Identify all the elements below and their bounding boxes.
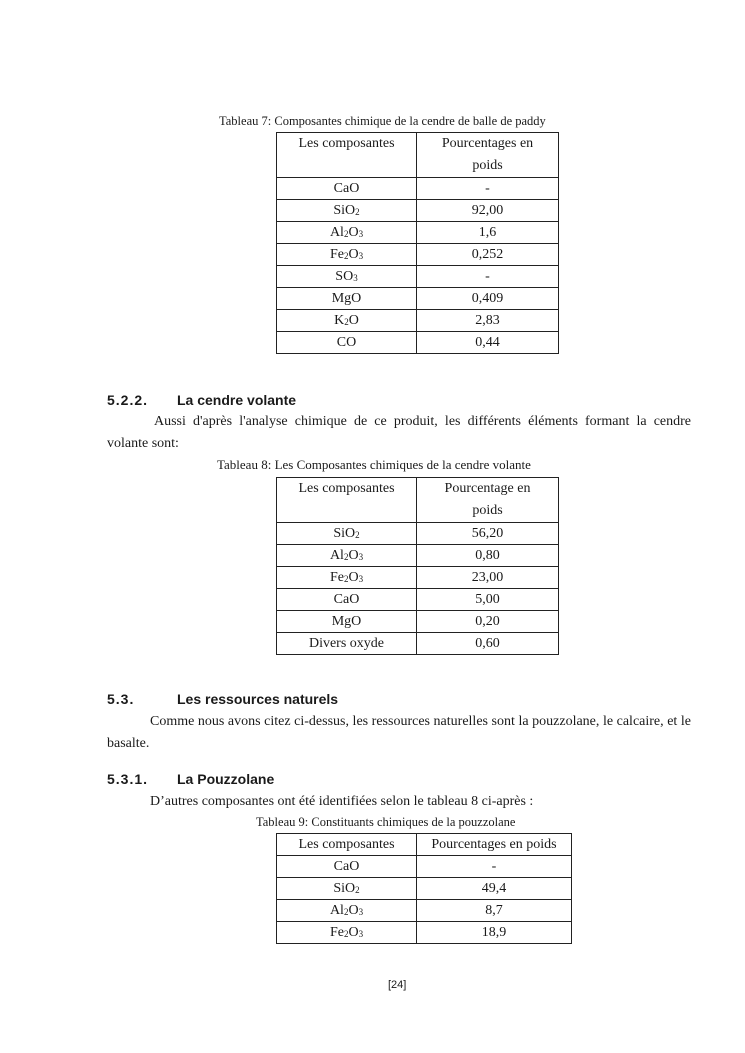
component-cell — [277, 633, 417, 655]
formula-part: Divers oxyde — [308, 636, 385, 651]
component-cell — [277, 332, 417, 354]
formula-part: Al — [329, 225, 344, 240]
formula-part: CaO — [333, 859, 360, 874]
header-percentage: Pourcentages en poids — [417, 834, 572, 856]
formula-part: K — [334, 313, 345, 328]
formula-part: Fe — [329, 247, 344, 262]
page-number: [24] — [388, 979, 407, 991]
value-cell: 23,00 — [417, 567, 559, 589]
formula-subscript: 2 — [343, 552, 349, 562]
table-header-row — [277, 133, 559, 178]
table8 — [276, 477, 559, 655]
formula-subscript: 2 — [343, 229, 349, 239]
section-number: 5.3.1. — [107, 771, 149, 787]
table9 — [276, 833, 572, 944]
formula-subscript: 3 — [358, 552, 364, 562]
section-title: La Pouzzolane — [177, 771, 275, 787]
table-row — [277, 310, 559, 332]
formula-part: MgO — [331, 614, 362, 629]
table-header-row — [277, 478, 559, 523]
formula-subscript: 3 — [358, 574, 364, 584]
component-cell — [277, 200, 417, 222]
value-cell: 18,9 — [417, 922, 572, 944]
component-cell — [277, 900, 417, 922]
formula-part: CO — [336, 335, 357, 350]
section-paragraph: D’autres composantes ont été identifiées selon le tableau 8 ci-après : — [150, 794, 534, 809]
table-row — [277, 178, 559, 200]
value-cell: 0,252 — [417, 244, 559, 266]
header-components: Les composantes — [277, 834, 417, 856]
formula-part: O — [348, 225, 359, 240]
formula-part: Fe — [329, 925, 344, 940]
value-cell: 1,6 — [417, 222, 559, 244]
formula-part: MgO — [331, 291, 362, 306]
header-components: Les composantes — [277, 133, 417, 178]
table-row — [277, 922, 572, 944]
formula-part: O — [348, 570, 359, 585]
section-paragraph: Aussi d'après l'analyse chimique de ce produit, les différents éléments formant la cendre volante sont: — [107, 414, 691, 451]
section-number: 5.2.2. — [107, 392, 149, 408]
table8-caption: Tableau 8: Les Composantes chimiques de la cendre volante — [217, 457, 531, 472]
value-cell: 2,83 — [417, 310, 559, 332]
formula-part: SiO — [333, 881, 356, 896]
formula-subscript: 2 — [343, 907, 349, 917]
value-cell: - — [417, 856, 572, 878]
formula-part: SO — [335, 269, 354, 284]
formula-subscript: 3 — [358, 929, 364, 939]
section-heading-5-2-2 — [107, 392, 296, 408]
formula-part: Al — [329, 903, 344, 918]
table-row — [277, 523, 559, 545]
table-row — [277, 633, 559, 655]
component-cell — [277, 222, 417, 244]
table-row — [277, 266, 559, 288]
table-row — [277, 332, 559, 354]
formula-subscript: 3 — [358, 907, 364, 917]
table7-caption: Tableau 7: Composantes chimique de la cendre de balle de paddy — [219, 114, 546, 128]
component-cell — [277, 856, 417, 878]
value-cell: 8,7 — [417, 900, 572, 922]
formula-part: O — [348, 925, 359, 940]
formula-subscript: 3 — [353, 273, 358, 283]
table-row — [277, 900, 572, 922]
formula-subscript: 2 — [343, 929, 349, 939]
section-number: 5.3. — [107, 691, 135, 707]
section-paragraph: Comme nous avons citez ci-dessus, les ressources naturelles sont la pouzzolane, le calcaire, et le basalte. — [107, 714, 691, 751]
value-cell: 0,44 — [417, 332, 559, 354]
formula-subscript: 2 — [344, 317, 349, 327]
formula-subscript: 3 — [358, 251, 364, 261]
component-cell — [277, 545, 417, 567]
component-cell — [277, 523, 417, 545]
table-row — [277, 589, 559, 611]
section-heading-5-3 — [107, 691, 338, 707]
header-components: Les composantes — [277, 478, 417, 523]
formula-part: CaO — [333, 181, 360, 196]
component-cell — [277, 878, 417, 900]
table-row — [277, 545, 559, 567]
table-row — [277, 222, 559, 244]
formula-subscript: 2 — [343, 251, 349, 261]
formula-subscript: 2 — [355, 530, 360, 540]
formula-part: O — [348, 548, 359, 563]
section-title: Les ressources naturels — [177, 691, 339, 707]
table-row — [277, 611, 559, 633]
component-cell — [277, 567, 417, 589]
formula-part: SiO — [333, 203, 356, 218]
formula-subscript: 3 — [358, 229, 364, 239]
value-cell: 0,80 — [417, 545, 559, 567]
formula-part: SiO — [333, 526, 356, 541]
formula-part: CaO — [333, 592, 360, 607]
table9-caption: Tableau 9: Constituants chimiques de la pouzzolane — [256, 815, 516, 829]
table-header-row — [277, 834, 572, 856]
section-title: La cendre volante — [177, 392, 297, 408]
formula-part: Fe — [329, 570, 344, 585]
component-cell — [277, 266, 417, 288]
component-cell — [277, 288, 417, 310]
formula-part: O — [348, 313, 359, 328]
value-cell: 0,409 — [417, 288, 559, 310]
formula-part: O — [348, 903, 359, 918]
value-cell: 5,00 — [417, 589, 559, 611]
header-percentage: Pourcentages en poids — [417, 133, 559, 178]
table-row — [277, 878, 572, 900]
value-cell: - — [417, 178, 559, 200]
component-cell — [277, 244, 417, 266]
table-row — [277, 244, 559, 266]
formula-subscript: 2 — [355, 885, 360, 895]
component-cell — [277, 922, 417, 944]
table-row — [277, 567, 559, 589]
section-heading-5-3-1 — [107, 771, 274, 787]
table7 — [276, 132, 559, 354]
formula-part: O — [348, 247, 359, 262]
value-cell: 56,20 — [417, 523, 559, 545]
table-row — [277, 856, 572, 878]
component-cell — [277, 310, 417, 332]
value-cell: 0,60 — [417, 633, 559, 655]
table-row — [277, 200, 559, 222]
header-percentage: Pourcentage en poids — [417, 478, 559, 523]
formula-subscript: 2 — [355, 207, 360, 217]
value-cell: 49,4 — [417, 878, 572, 900]
value-cell: 0,20 — [417, 611, 559, 633]
value-cell: 92,00 — [417, 200, 559, 222]
component-cell — [277, 589, 417, 611]
component-cell — [277, 178, 417, 200]
formula-part: Al — [329, 548, 344, 563]
formula-subscript: 2 — [343, 574, 349, 584]
component-cell — [277, 611, 417, 633]
table-row — [277, 288, 559, 310]
value-cell: - — [417, 266, 559, 288]
